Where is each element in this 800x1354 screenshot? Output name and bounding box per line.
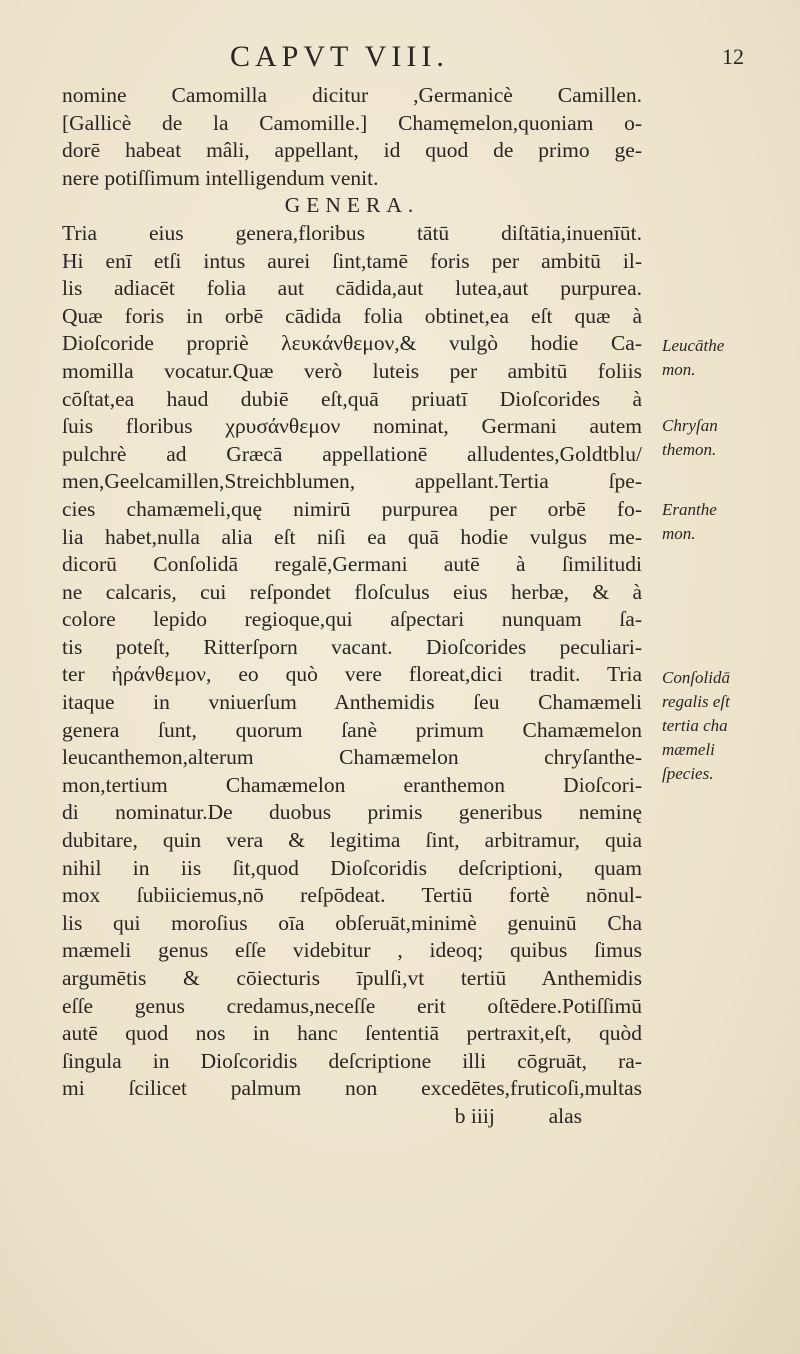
text-line: momilla vocatur.Quæ verò luteis per ambitū foliis — [62, 358, 642, 383]
main-text-column — [62, 82, 642, 1131]
signature-catchword-line: b iiij alas — [454, 1103, 582, 1128]
text-line: dicorū Conſolidā regalē,Germani autē à ſimilitudi — [62, 552, 642, 577]
page-number: 12 — [722, 44, 744, 69]
text-line: Quæ foris in orbē cādida folia obtinet,ea eſt quæ à — [62, 303, 642, 328]
text-line: ter ἠράνθεμον, eo quò vere floreat,dici tradit. Tria — [62, 662, 642, 687]
text-line: mæmeli genus eſſe videbitur , ideoq; quibus ſimus — [62, 938, 642, 963]
text-line: Tria eius genera,floribus tātū diſtātia,inuenīūt. — [62, 220, 642, 245]
text-line: [Gallicè de la Camomille.] Chamęmelon,quoniam o- — [62, 110, 642, 135]
text-line: cies chamæmeli,quę nimirū purpurea per orbē fo- — [62, 496, 642, 521]
margin-note-chrysanthemon: Chryſan themon. — [662, 416, 718, 459]
text-line: leucanthemon,alterum Chamæmelon chryſanthe- — [62, 745, 642, 770]
text-line: men,Geelcamillen,Streichblumen, appellant.Tertia ſpe- — [62, 469, 642, 494]
text-line: Hi enī etſi intus aurei ſint,tamē foris per ambitū il- — [62, 248, 642, 273]
text-line: itaque in vniuerſum Anthemidis ſeu Chamæmeli — [62, 690, 642, 715]
text-line: pulchrè ad Græcā appellationē alludentes,Goldtblu/ — [62, 441, 642, 466]
text-line: nihil in iis ſit,quod Dioſcoridis deſcriptioni, quam — [62, 855, 642, 880]
margin-note-consolida: Conſolidā regalis eſt tertia cha mæmeli ſpecies. — [662, 668, 731, 783]
text-line: cōſtat,ea haud dubiē eſt,quā priuatī Dioſcorides à — [62, 386, 642, 411]
text-line: tis poteſt, Ritterſporn vacant. Dioſcorides peculiari- — [62, 634, 642, 659]
section-heading: GENERA. — [284, 193, 420, 218]
margin-notes — [662, 0, 792, 1354]
text-line: autē quod nos in hanc ſententiā pertraxit,eſt, quòd — [62, 1021, 642, 1046]
text-line: nomine Camomilla dicitur ,Germanicè Camillen. — [62, 83, 642, 107]
margin-note-leucanthemon: Leucāthe mon. — [662, 336, 725, 379]
text-line: argumētis & cōiecturis īpulſi,vt tertiū Anthemidis — [62, 966, 642, 990]
text-line: dubitare, quin vera & legitima ſint, arbitramur, quia — [62, 828, 642, 853]
text-line: di nominatur.De duobus primis generibus neminę — [62, 800, 642, 825]
text-line: mi ſcilicet palmum non excedētes,fruticoſi,multas — [62, 1076, 642, 1101]
text-line: nere potiſſimum intelligendum venit. — [62, 165, 379, 190]
text-line: ne calcaris, cui reſpondet floſculus eius herbæ, & à — [62, 579, 642, 604]
text-line: colore lepido regioque,qui aſpectari nunquam ſa- — [62, 607, 642, 632]
running-title: CAPVT VIII. — [230, 40, 449, 73]
text-line: eſſe genus credamus,neceſſe erit oſtēdere.Potiſſimū — [62, 993, 642, 1018]
text-line: lia habet,nulla alia eſt niſi ea quā hodie vulgus me- — [62, 524, 642, 549]
text-line: lis qui moroſius oīa obſeruāt,minimè genuinū Cha — [62, 910, 642, 935]
text-line: lis adiacēt folia aut cādida,aut lutea,aut purpurea. — [62, 276, 642, 301]
text-line: Dioſcoride propriè λευκάνθεμον,& vulgò hodie Ca- — [62, 331, 642, 356]
text-line: mox ſubiiciemus,nō reſpōdeat. Tertiū fortè nōnul- — [62, 883, 642, 908]
text-line: dorē habeat mâli, appellant, id quod de primo ge- — [62, 138, 642, 163]
text-line: ſingula in Dioſcoridis deſcriptione illi cōgruāt, ra- — [62, 1048, 642, 1073]
text-line: ſuis floribus χρυσάνθεμον nominat, Germani autem — [62, 414, 642, 439]
text-line: genera ſunt, quorum ſanè primum Chamæmelon — [62, 717, 642, 742]
text-line: mon,tertium Chamæmelon eranthemon Dioſcori- — [62, 772, 642, 797]
margin-note-eranthemon: Eranthe mon. — [662, 500, 717, 543]
